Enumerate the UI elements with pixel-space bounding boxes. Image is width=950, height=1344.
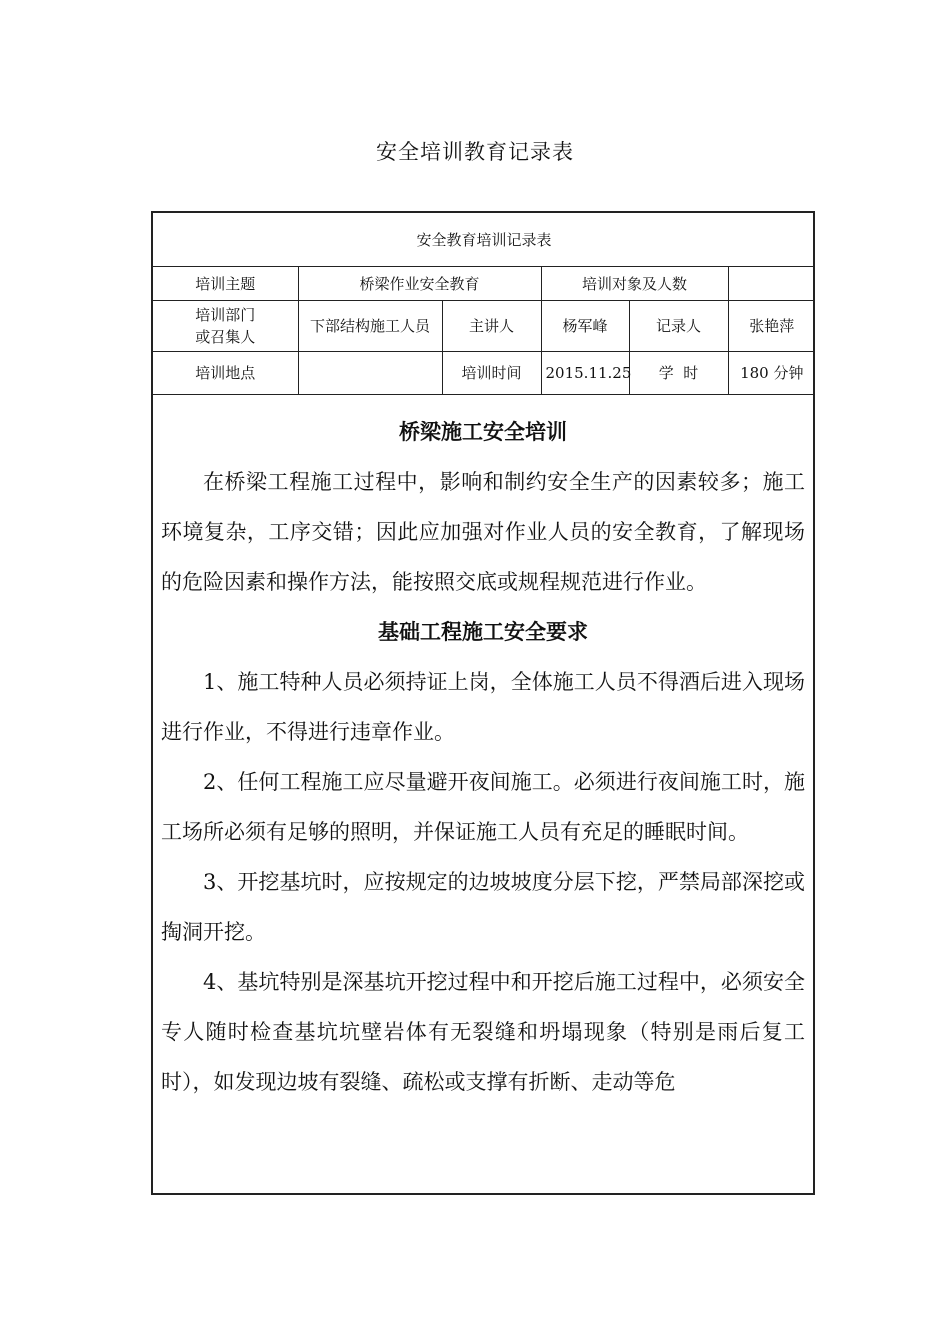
dept-label-line2: 或召集人 [195, 328, 256, 346]
dept-value: 下部结构施工人员 [298, 301, 442, 352]
intro-paragraph: 在桥梁工程施工过程中，影响和制约安全生产的因素较多；施工环境复杂，工序交错；因此应加强对作业人员的安全教育，了解现场的危险因素和操作方法，能按照交底或规程规范进行作业。 [161, 470, 805, 594]
section-title-bridge: 桥梁施工安全培训 [399, 419, 567, 444]
section-title-foundation: 基础工程施工安全要求 [378, 619, 588, 644]
recorder-label: 记录人 [629, 301, 728, 352]
time-value: 2015.11.25 [541, 352, 629, 395]
training-record-form [151, 211, 815, 1195]
hours-value: 180 分钟 [728, 352, 815, 395]
audience-label: 培训对象及人数 [541, 267, 728, 301]
lecturer-value: 杨军峰 [541, 301, 629, 352]
requirement-item: 1、施工特种人员必须持证上岗，全体施工人员不得酒后进入现场进行作业，不得进行违章作业。 [161, 670, 805, 744]
requirement-item: 2、任何工程施工应尽量避开夜间施工。必须进行夜间施工时，施工场所必须有足够的照明，并保证施工人员有充足的睡眠时间。 [161, 770, 805, 844]
topic-label: 培训主题 [153, 267, 298, 301]
dept-label [153, 301, 298, 352]
audience-value [728, 267, 815, 301]
place-value [298, 352, 442, 395]
document-title: 安全培训教育记录表 [376, 140, 574, 164]
training-content [153, 395, 813, 1107]
time-label: 培训时间 [442, 352, 541, 395]
info-table [153, 213, 815, 395]
dept-label-line1: 培训部门 [195, 306, 256, 324]
recorder-value: 张艳萍 [728, 301, 815, 352]
requirement-item: 4、基坑特别是深基坑开挖过程中和开挖后施工过程中，必须安全专人随时检查基坑坑壁岩体有无裂缝和坍塌现象（特别是雨后复工时），如发现边坡有裂缝、疏松或支撑有折断、走动等危 [161, 970, 805, 1094]
lecturer-label: 主讲人 [442, 301, 541, 352]
form-header: 安全教育培训记录表 [153, 213, 815, 267]
topic-value: 桥梁作业安全教育 [298, 267, 541, 301]
requirement-item: 3、开挖基坑时，应按规定的边坡坡度分层下挖，严禁局部深挖或掏洞开挖。 [161, 870, 805, 944]
place-label: 培训地点 [153, 352, 298, 395]
hours-label: 学 时 [629, 352, 728, 395]
